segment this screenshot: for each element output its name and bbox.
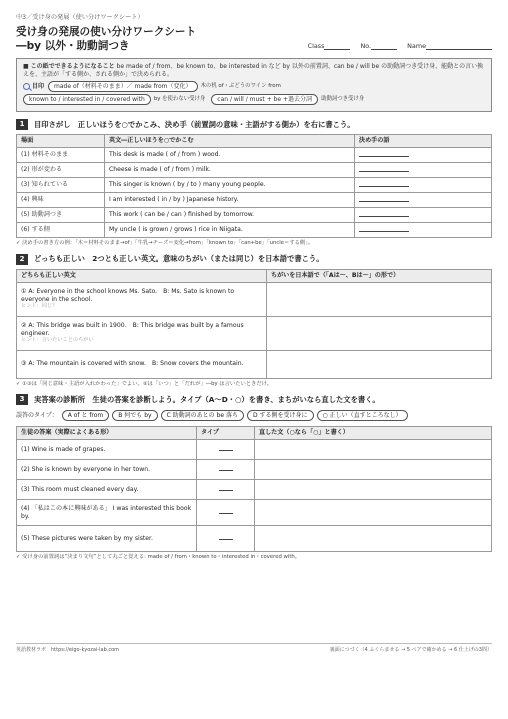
section-1-heading xyxy=(16,119,492,130)
corrected-sentence-cell[interactable] xyxy=(255,460,492,480)
section-2-table xyxy=(16,269,492,379)
landmark-label: 目印 xyxy=(32,82,45,90)
landmark-note-1: 木の机 of・ぶどうのワイン from xyxy=(200,83,281,90)
table-row xyxy=(17,162,492,177)
sentence-pair-text: ③ A: The mountain is covered with snow. B: Snow covers the mountain. xyxy=(21,360,244,368)
page-subtitle: ―by 以外・助動詞つき xyxy=(16,40,130,53)
type-blank[interactable] xyxy=(219,485,233,491)
name-label: Name xyxy=(407,42,426,51)
difference-answer-cell[interactable] xyxy=(267,350,492,378)
footer-site: 英語教材ラボ https://eigo-kyozai-lab.com xyxy=(16,647,120,653)
landmark-badge-made-of-from: made of（材料そのまま）／ made from（変化） xyxy=(48,81,198,92)
name-field[interactable] xyxy=(426,43,492,50)
section-3-heading xyxy=(16,394,492,405)
type-cell[interactable] xyxy=(197,460,255,480)
column-header: 決め手の語 xyxy=(355,134,492,147)
section-2-note: ✓ ①③は「同じ意味・主語が入れかわった」でよい。②は「いつ」と「だれが」―by は言いたいときだけ。 xyxy=(16,380,273,387)
column-header: ちがいを日本語で（「Aは～、Bは～」の形で） xyxy=(267,269,492,282)
corrected-sentence-cell[interactable] xyxy=(255,526,492,552)
breadcrumb: 中3／受け身の発展（使い分けワークシート） xyxy=(16,14,144,21)
title-row xyxy=(16,25,492,54)
type-blank[interactable] xyxy=(219,445,233,451)
scene-cell: (6) する側 xyxy=(17,222,105,237)
footer-continue: 裏面につづく（4 ふくらませる → 5 ペアで確かめる → 6 仕上げの3問） xyxy=(329,647,492,653)
goal-paragraph xyxy=(23,63,485,79)
type-cell[interactable] xyxy=(197,480,255,500)
column-header: タイプ xyxy=(197,427,255,440)
error-type-label: 誤答のタイプ： xyxy=(16,411,58,419)
section-2-title: どっちも正しい 2つとも正しい英文。意味のちがい（または同じ）を日本語で書こう。 xyxy=(34,254,324,264)
answer-blank[interactable] xyxy=(359,226,409,232)
page-footer xyxy=(16,643,492,653)
column-header: どちらも正しい英文 xyxy=(17,269,267,282)
landmark-row-2 xyxy=(23,94,485,105)
student-answer-cell: (4) 「私はこの本に興味がある」 I was interested this book by. xyxy=(17,500,197,526)
sentence-pair-cell xyxy=(17,350,267,378)
table-row xyxy=(17,350,492,378)
sentence-cell[interactable]: This work ( can be / can ) finished by tomorrow. xyxy=(105,207,355,222)
type-cell[interactable] xyxy=(197,500,255,526)
table-row xyxy=(17,480,492,500)
class-field[interactable] xyxy=(324,43,350,50)
hint-text: ヒント：同じ？ xyxy=(21,303,58,310)
table-row xyxy=(17,500,492,526)
section-2-heading xyxy=(16,254,492,265)
sentence-cell[interactable]: I am interested ( in / by ) Japanese history. xyxy=(105,192,355,207)
column-header: 直した文（○なら「○」と書く） xyxy=(255,427,492,440)
goal-title: この紙でできるようになること xyxy=(30,63,115,71)
answer-blank[interactable] xyxy=(359,151,409,157)
intro-box xyxy=(16,58,492,112)
sentence-cell[interactable]: My uncle ( is grown / grows ) rice in Niigata. xyxy=(105,222,355,237)
scene-cell: (3) 知られている xyxy=(17,177,105,192)
goal-mark: ■ xyxy=(23,63,29,71)
answer-cell[interactable] xyxy=(355,207,492,222)
section-3-title: 実答案の診断所 生徒の答案を診断しよう。タイプ（A～D・○）を書き、まちがいなら直した文を書く。 xyxy=(34,395,380,405)
type-blank[interactable] xyxy=(219,508,233,514)
error-type-d-pill: D する側を受け身に xyxy=(247,410,314,421)
student-answer-cell: (1) Wine is made of grapes. xyxy=(17,440,197,460)
sentence-pair-text: ② A: This bridge was built in 1900. B: This bridge was built by a famous engineer. xyxy=(21,322,244,337)
table-row xyxy=(17,440,492,460)
table-header-row xyxy=(17,269,492,282)
landmark-note-3: 助動詞つき受け身 xyxy=(321,96,365,103)
answer-blank[interactable] xyxy=(359,196,409,202)
table-row xyxy=(17,177,492,192)
corrected-sentence-cell[interactable] xyxy=(255,440,492,460)
section-1-note: ✓ 決め手の書き方の例：「木＝材料そのまま→of」「牛乳→チーズ＝変化→from」「known to」「can+be」「uncle＝する側」。 xyxy=(16,239,314,246)
table-row xyxy=(17,526,492,552)
table-row xyxy=(17,222,492,237)
landmark-note-2: by を使わない受け身 xyxy=(153,96,206,103)
landmark-badge-non-by: known to / interested in / covered with xyxy=(23,94,151,105)
landmark-row-1 xyxy=(23,81,485,92)
type-cell[interactable] xyxy=(197,526,255,552)
table-row xyxy=(17,147,492,162)
student-answer-cell: (3) This room must cleaned every day. xyxy=(17,480,197,500)
answer-cell[interactable] xyxy=(355,222,492,237)
sentence-pair-cell xyxy=(17,282,267,316)
number-field[interactable] xyxy=(371,43,397,50)
page-title: 受け身の発展の使い分けワークシート xyxy=(16,25,197,38)
table-row xyxy=(17,460,492,480)
student-answer-cell: (5) These pictures were taken by my sister. xyxy=(17,526,197,552)
sentence-pair-cell xyxy=(17,316,267,350)
difference-answer-cell[interactable] xyxy=(267,282,492,316)
search-icon xyxy=(23,83,30,90)
scene-cell: (2) 形が変わる xyxy=(17,162,105,177)
table-row xyxy=(17,282,492,316)
section-3-number: 3 xyxy=(16,394,28,405)
type-blank[interactable] xyxy=(219,534,233,540)
title-block xyxy=(16,25,196,54)
goal-text: be made of / from、be known to、be interested in など by 以外の前置詞、can be / will be の助動詞つき受け身、能動との言い換えを、主語が「する側か、される側か」で決められる。 xyxy=(23,63,484,79)
section-3-note: ✓ 受け身の前置詞は“決まり文句”として丸ごと覚える: made of / from・known to・interested in・covered with。 xyxy=(16,554,301,561)
error-type-c-pill: C 助動詞のあとの be 落ち xyxy=(161,410,244,421)
table-header-row xyxy=(17,427,492,440)
section-1-title: 目印さがし 正しいほうを○でかこみ、決め手（前置詞の意味・主語がする側か）を右に書こう。 xyxy=(34,119,355,129)
sentence-cell[interactable]: This singer is known ( by / to ) many young people. xyxy=(105,177,355,192)
difference-answer-cell[interactable] xyxy=(267,316,492,350)
table-row xyxy=(17,207,492,222)
sentence-cell[interactable]: Cheese is made ( of / from ) milk. xyxy=(105,162,355,177)
answer-cell[interactable] xyxy=(355,192,492,207)
type-blank[interactable] xyxy=(219,465,233,471)
corrected-sentence-cell[interactable] xyxy=(255,480,492,500)
table-header-row xyxy=(17,134,492,147)
section-1-table xyxy=(16,134,492,238)
answer-blank[interactable] xyxy=(359,211,409,217)
error-type-correct-pill: ○ 正しい（直すところなし） xyxy=(317,410,408,421)
section-2-number: 2 xyxy=(16,254,28,265)
scene-cell: (4) 興味 xyxy=(17,192,105,207)
error-type-legend xyxy=(16,409,492,422)
table-row xyxy=(17,316,492,350)
number-label: No. xyxy=(360,42,372,51)
student-info-line xyxy=(308,42,492,50)
student-answer-cell: (2) She is known by everyone in her town. xyxy=(17,460,197,480)
hint-text: ヒント：言いたいことのちがい xyxy=(21,337,94,344)
answer-cell[interactable] xyxy=(355,177,492,192)
column-header: 場面 xyxy=(17,134,105,147)
landmark-badge-modal: can / will / must + be +過去分詞 xyxy=(211,94,318,105)
answer-blank[interactable] xyxy=(359,166,409,172)
section-1-number: 1 xyxy=(16,119,28,130)
answer-cell[interactable] xyxy=(355,147,492,162)
corrected-sentence-cell[interactable] xyxy=(255,500,492,526)
section-3-table xyxy=(16,426,492,552)
table-row xyxy=(17,192,492,207)
error-type-b-pill: B 何でも by xyxy=(112,410,157,421)
class-label: Class xyxy=(307,42,325,51)
answer-blank[interactable] xyxy=(359,181,409,187)
scene-cell: (5) 助動詞つき xyxy=(17,207,105,222)
error-type-a-pill: A of と from xyxy=(62,410,110,421)
answer-cell[interactable] xyxy=(355,162,492,177)
column-header: 英文―正しいほうを○でかこむ xyxy=(105,134,355,147)
scene-cell: (1) 材料そのまま xyxy=(17,147,105,162)
sentence-pair-text: ① A: Everyone in the school knows Ms. Sato. B: Ms. Sato is known to everyone in the school. xyxy=(21,288,235,303)
sentence-cell[interactable]: This desk is made ( of / from ) wood. xyxy=(105,147,355,162)
type-cell[interactable] xyxy=(197,440,255,460)
column-header: 生徒の答案（実際によくある形） xyxy=(17,427,197,440)
